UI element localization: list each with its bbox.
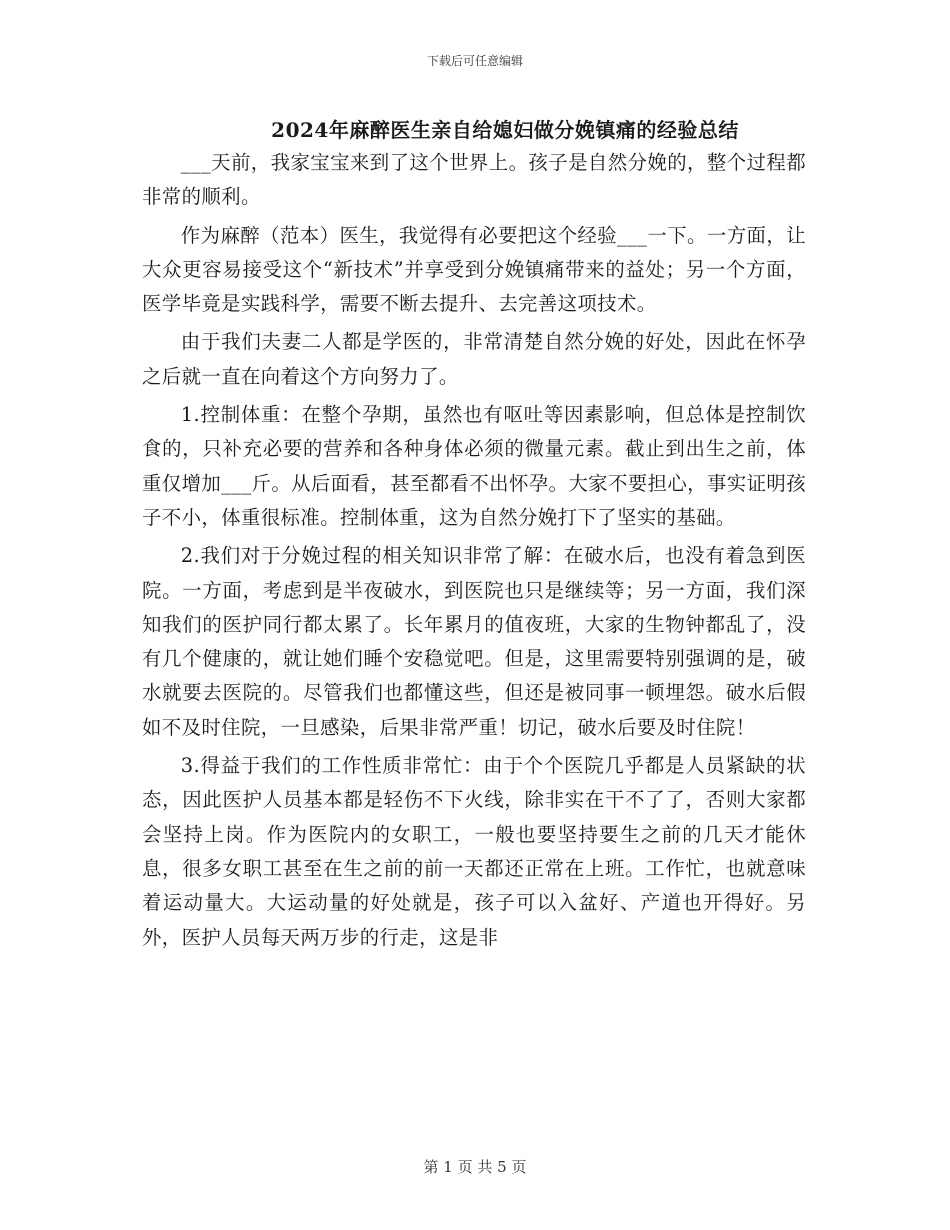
paragraph-point-3: 3.得益于我们的工作性质非常忙：由于个个医院几乎都是人员紧缺的状态，因此医护人员基本都是轻伤不下火线，除非实在干不了了，否则大家都会坚持上岗。作为医院内的女职工，一般也要坚持要生之前的几天才能休息，很多女职工甚至在生之前的前一天都还正常在上班。工作忙，也就意味着运动量大。大运动量的好处就是，孩子可以入盆好、产道也开得好。另外，医护人员每天两万步的行走，这是非 (142, 754, 806, 949)
paragraph-intro: ___天前，我家宝宝来到了这个世界上。孩子是自然分娩的，整个过程都非常的顺利。 (142, 151, 806, 209)
page-number-footer: 第 1 页 共 5 页 (423, 1158, 527, 1176)
paragraph-background: 由于我们夫妻二人都是学医的，非常清楚自然分娩的好处，因此在怀孕之后就一直在向着这个方向努力了。 (142, 330, 806, 388)
paragraph-point-2: 2.我们对于分娩过程的相关知识非常了解：在破水后，也没有着急到医院。一方面，考虑到是半夜破水，到医院也只是继续等；另一方面，我们深知我们的医护同行都太累了。长年累月的值夜班，大家的生物钟都乱了，没有几个健康的，就让她们睡个安稳觉吧。但是，这里需要特别强调的是，破水就要去医院的。尽管我们也都懂这些，但还是被同事一顿埋怨。破水后假如不及时住院，一旦感染，后果非常严重！切记，破水后要及时住院！ (142, 544, 806, 739)
document-title: 2024年麻醉医生亲自给媳妇做分娩镇痛的经验总结 (271, 118, 739, 142)
document-body (142, 146, 806, 959)
page-header-note: 下载后可任意编辑 (426, 54, 523, 68)
paragraph-purpose: 作为麻醉（范本）医生，我觉得有必要把这个经验___一下。一方面，让大众更容易接受这个“新技术”并享受到分娩镇痛带来的益处；另一个方面，医学毕竟是实践科学，需要不断去提升、去完善这项技术。 (142, 223, 806, 316)
paragraph-point-1: 1.控制体重：在整个孕期，虽然也有呕吐等因素影响，但总体是控制饮食的，只补充必要的营养和各种身体必须的微量元素。截止到出生之前，体重仅增加___斤。从后面看，甚至都看不出怀孕。大家不要担心，事实证明孩子不小，体重很标准。控制体重，这为自然分娩打下了坚实的基础。 (142, 403, 806, 529)
